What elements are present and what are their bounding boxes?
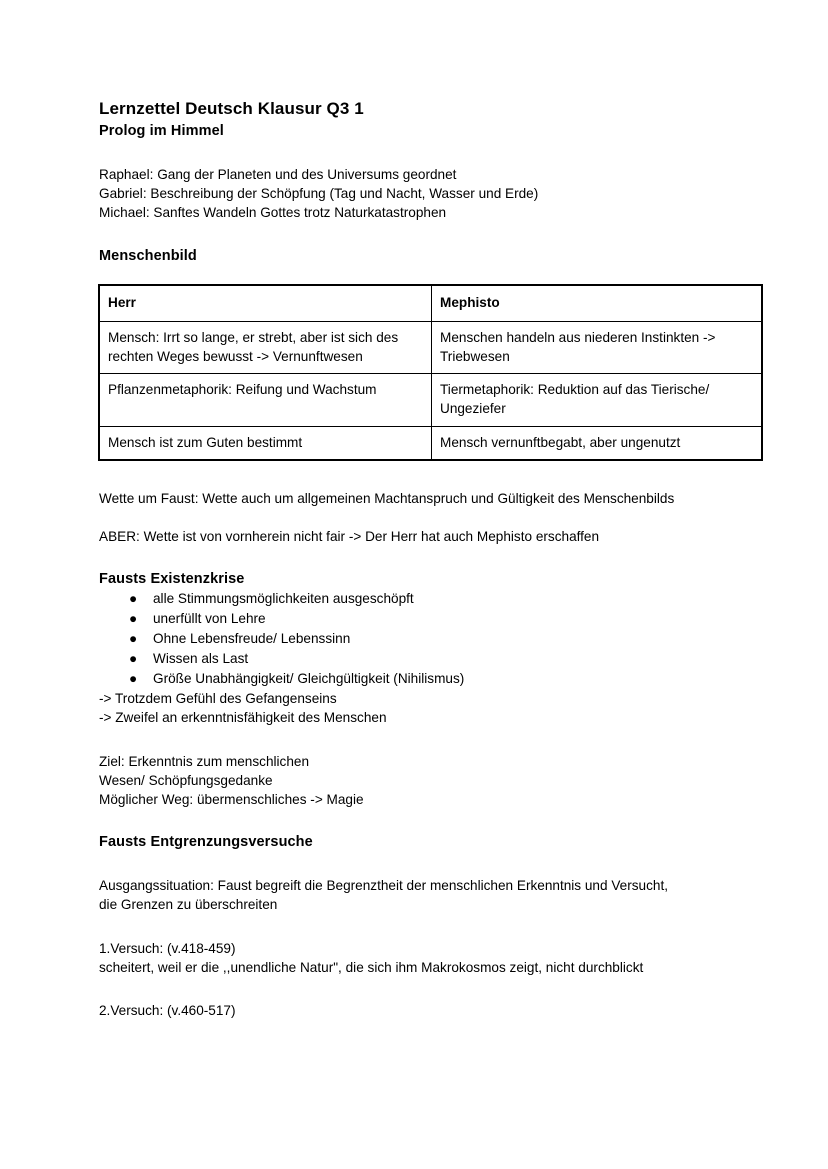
spacer (99, 915, 728, 939)
prolog-role-gabriel: Gabriel: Beschreibung der Schöpfung (Tag und Nacht, Wasser und Erde) (99, 186, 539, 202)
prolog-role-raphael: Raphael: Gang der Planeten und des Universums geordnet (99, 167, 457, 182)
paragraph-ausgangssituation: Ausgangssituation: Faust begreift die Begrenztheit der menschlichen Erkenntnis und Versucht, die Grenzen zu überschreiten (99, 878, 669, 913)
ziel-block (99, 752, 728, 810)
versuch-2-label: 2.Versuch: (v.460-517) (99, 1003, 236, 1019)
spacer (99, 223, 728, 247)
table-cell: Mensch ist zum Guten bestimmt (100, 426, 432, 459)
bullet-icon: ● (129, 631, 138, 647)
bullet-icon: ● (129, 591, 138, 607)
versuch-1-text: scheitert, weil er die ,,unendliche Natur", die sich ihm Makrokosmos zeigt, nicht durchblickt (99, 959, 644, 975)
table-row (100, 426, 762, 459)
bullet-icon: ● (129, 611, 138, 627)
conclusion-line-gefangensein: -> Trotzdem Gefühl des Gefangenseins (99, 691, 337, 707)
list-item-label: Wissen als Last (153, 651, 249, 667)
conclusion-line-zweifel: -> Zweifel an erkenntnisfähigkeit des Menschen (99, 710, 387, 726)
spacer (99, 852, 728, 876)
page-title: Lernzettel Deutsch Klausur Q3 1 (99, 99, 364, 118)
section-heading-entgrenzung: Fausts Entgrenzungsversuche (99, 834, 313, 851)
list-item-label: Größe Unabhängigkeit/ Gleichgültigkeit (Nihilismus) (153, 671, 465, 687)
spacer (99, 508, 728, 527)
menschenbild-table (99, 285, 762, 460)
versuch-1-label: 1.Versuch: (v.418-459) (99, 940, 236, 956)
table-header-cell-herr: Herr (100, 285, 432, 321)
table-header-row (100, 285, 762, 321)
table-cell: Pflanzenmetaphorik: Reifung und Wachstum (100, 374, 432, 426)
section-heading-existenzkrise: Fausts Existenzkrise (99, 571, 245, 588)
list-item (99, 649, 728, 669)
spacer (99, 728, 728, 752)
existenzkrise-conclusions (99, 689, 728, 727)
versuch-1-block (99, 939, 728, 977)
spacer (99, 266, 728, 285)
spacer (99, 546, 728, 570)
table-row (100, 321, 762, 373)
spacer (99, 141, 728, 165)
table-cell: Mensch: Irrt so lange, er strebt, aber ist sich des rechten Weges bewusst -> Vernunftwesen (100, 321, 432, 373)
list-item (99, 669, 728, 689)
table-cell: Mensch vernunftbegabt, aber ungenutzt (432, 426, 762, 459)
spacer (99, 809, 728, 833)
page-subtitle: Prolog im Himmel (99, 123, 224, 139)
spacer (99, 977, 728, 1001)
bullet-icon: ● (129, 671, 138, 687)
list-item (99, 629, 728, 649)
list-item-label: unerfüllt von Lehre (153, 611, 266, 627)
table-header-cell-mephisto: Mephisto (432, 285, 762, 321)
table-row (100, 374, 762, 426)
section-heading-menschenbild: Menschenbild (99, 247, 197, 264)
list-item (99, 609, 728, 629)
paragraph-wette: Wette um Faust: Wette auch um allgemeinen Machtanspruch und Gültigkeit des Menschenbilds (99, 490, 675, 506)
list-item-label: alle Stimmungsmöglichkeiten ausgeschöpft (153, 591, 414, 607)
menschenbild-table-wrapper (99, 285, 762, 460)
existenzkrise-bullet-list (99, 589, 728, 689)
spacer (99, 465, 728, 489)
bullet-icon: ● (129, 651, 138, 667)
list-item-label: Ohne Lebensfreude/ Lebenssinn (153, 631, 351, 647)
ziel-line-3: Möglicher Weg: übermenschliches -> Magie (99, 792, 364, 808)
prolog-role-michael: Michael: Sanftes Wandeln Gottes trotz Naturkatastrophen (99, 205, 447, 221)
ziel-line-1: Ziel: Erkenntnis zum menschlichen (99, 753, 310, 769)
table-cell: Tiermetaphorik: Reduktion auf das Tierische/ Ungeziefer (432, 374, 762, 426)
paragraph-aber: ABER: Wette ist von vornherein nicht fair -> Der Herr hat auch Mephisto erschaffen (99, 529, 600, 545)
ziel-line-2: Wesen/ Schöpfungsgedanke (99, 772, 273, 788)
list-item (99, 589, 728, 609)
table-cell: Menschen handeln aus niederen Instinkten -> Triebwesen (432, 321, 762, 373)
prolog-roles-block (99, 165, 728, 223)
